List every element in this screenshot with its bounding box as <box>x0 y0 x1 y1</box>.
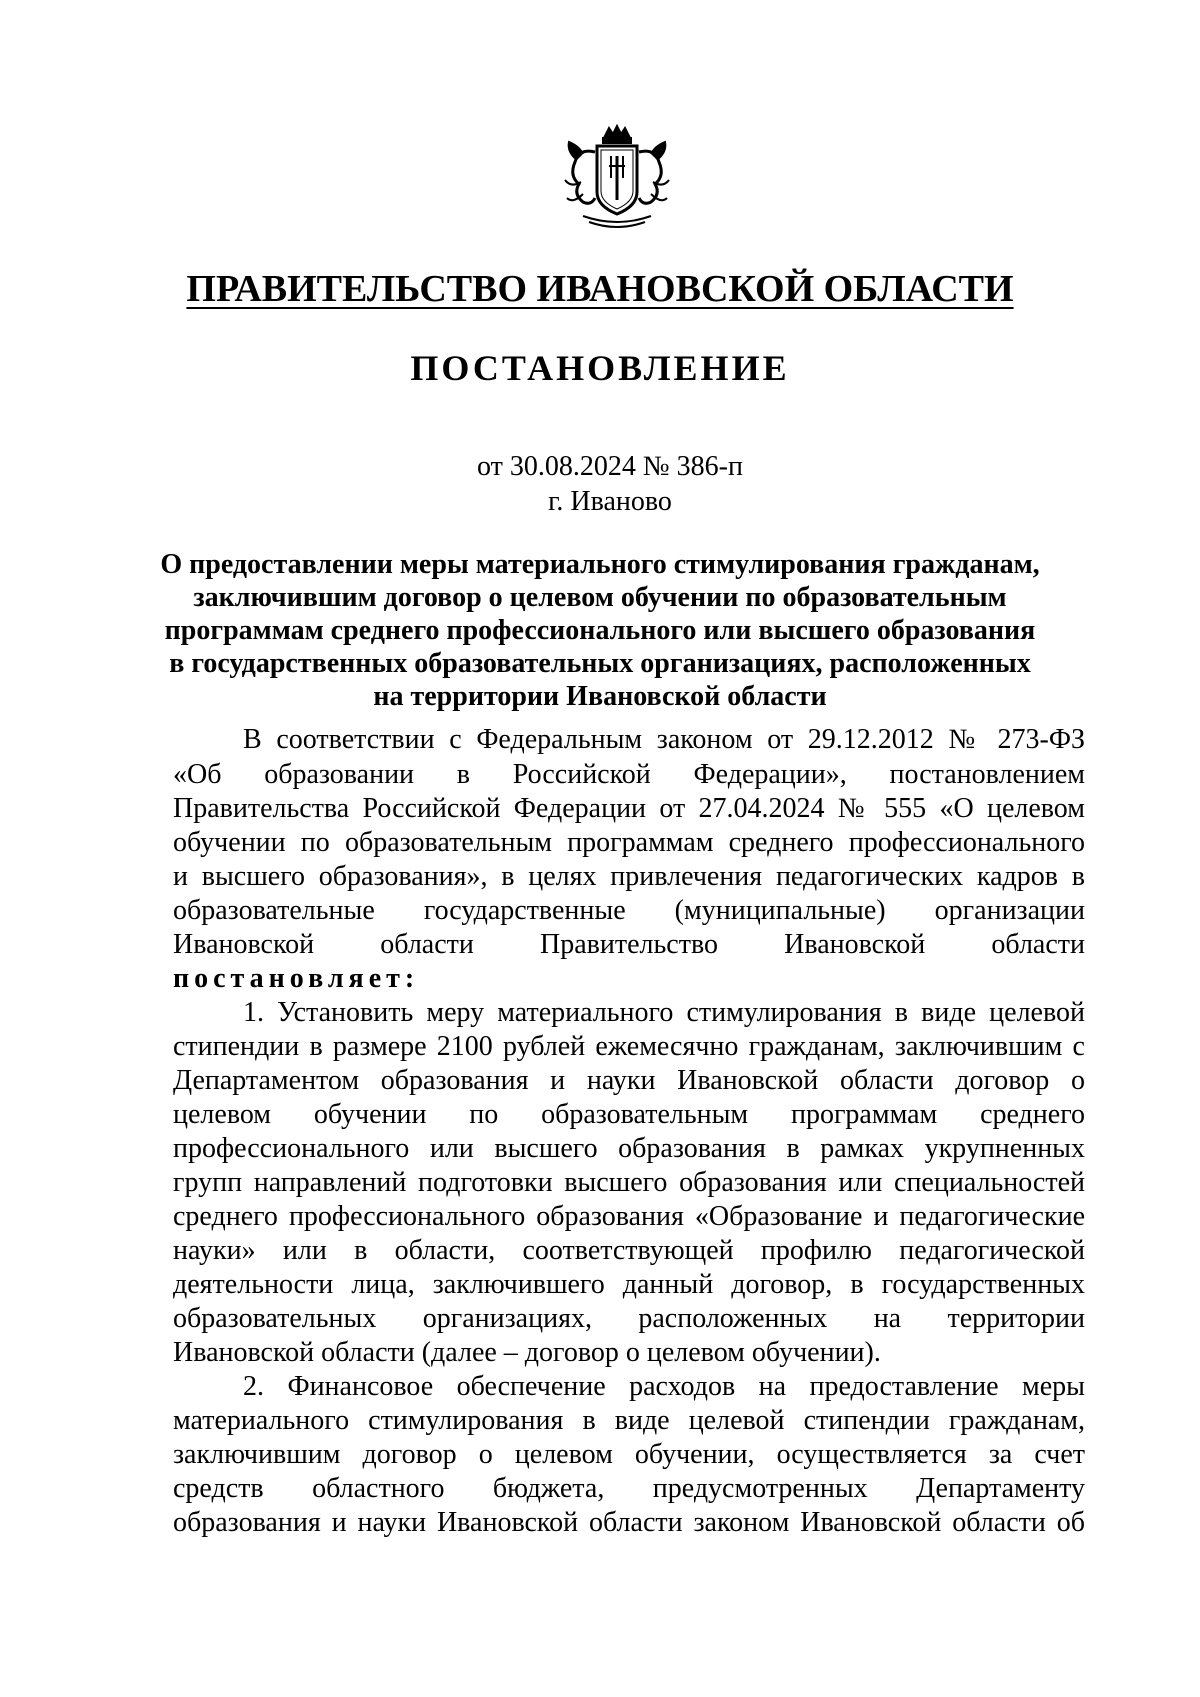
subject-line: на территории Ивановской области <box>373 681 827 712</box>
body-line: профессионального или высшего образования в рамках укрупненных <box>173 1133 1085 1164</box>
resolution-keyword-text: постановляет: <box>173 963 420 994</box>
body-line: заключившим договор о целевом обучении, осуществляется за счет <box>173 1439 1085 1470</box>
body-line: образовательные государственные (муниципальные) организации <box>173 895 1085 926</box>
body-line: и высшего образования», в целях привлечения педагогических кадров в <box>173 861 1085 892</box>
organization-title: ПРАВИТЕЛЬСТВО ИВАНОВСКОЙ ОБЛАСТИ <box>186 268 1014 310</box>
coat-of-arms-emblem <box>557 122 677 234</box>
body-line: обучении по образовательным программам среднего профессионального <box>173 827 1085 858</box>
body-line: образовательных организациях, расположенных на территории <box>173 1303 1085 1334</box>
body-line: 1. Установить меру материального стимулирования в виде целевой <box>243 997 1085 1028</box>
body-line: образования и науки Ивановской области законом Ивановской области об <box>173 1507 1085 1538</box>
subject-line: О предоставлении меры материального стимулирования гражданам, <box>160 549 1040 580</box>
body-line: В соответствии с Федеральным законом от 29.12.2012 № 273-ФЗ <box>243 724 1085 755</box>
document-subject <box>150 548 1050 713</box>
body-line: «Об образовании в Российской Федерации», постановлением <box>173 759 1085 790</box>
document-city: г. Иваново <box>548 486 672 517</box>
body-line: деятельности лица, заключившего данный договор, в государственных <box>173 1269 1085 1300</box>
body-line: 2. Финансовое обеспечение расходов на предоставление меры <box>243 1371 1085 1402</box>
subject-line: заключившим договор о целевом обучении по образовательным <box>193 582 1007 613</box>
body-line: науки» или в области, соответствующей профилю педагогической <box>173 1235 1085 1266</box>
resolution-keyword <box>173 963 1085 997</box>
body-line: Департаментом образования и науки Ивановской области договор о <box>173 1065 1085 1096</box>
body-line: целевом обучении по образовательным программам среднего <box>173 1099 1085 1130</box>
body-line: среднего профессионального образования «Образование и педагогические <box>173 1201 1085 1232</box>
body-line: Ивановской области (далее – договор о целевом обучении). <box>173 1337 881 1368</box>
document-type: ПОСТАНОВЛЕНИЕ <box>410 348 790 388</box>
body-line: групп направлений подготовки высшего образования или специальностей <box>173 1167 1085 1198</box>
subject-line: программам среднего профессионального или высшего образования <box>164 615 1036 646</box>
subject-line: в государственных образовательных организациях, расположенных <box>169 648 1031 679</box>
document-date-number: от 30.08.2024 № 386-п <box>477 451 743 482</box>
body-line: Ивановской области Правительство Ивановской области <box>173 929 1085 960</box>
body-line: материального стимулирования в виде целевой стипендии гражданам, <box>173 1405 1085 1436</box>
body-line: стипендии в размере 2100 рублей ежемесячно гражданам, заключившим с <box>173 1031 1085 1062</box>
body-line: средств областного бюджета, предусмотренных Департаменту <box>173 1473 1085 1504</box>
body-line: Правительства Российской Федерации от 27.04.2024 № 555 «О целевом <box>173 793 1085 824</box>
